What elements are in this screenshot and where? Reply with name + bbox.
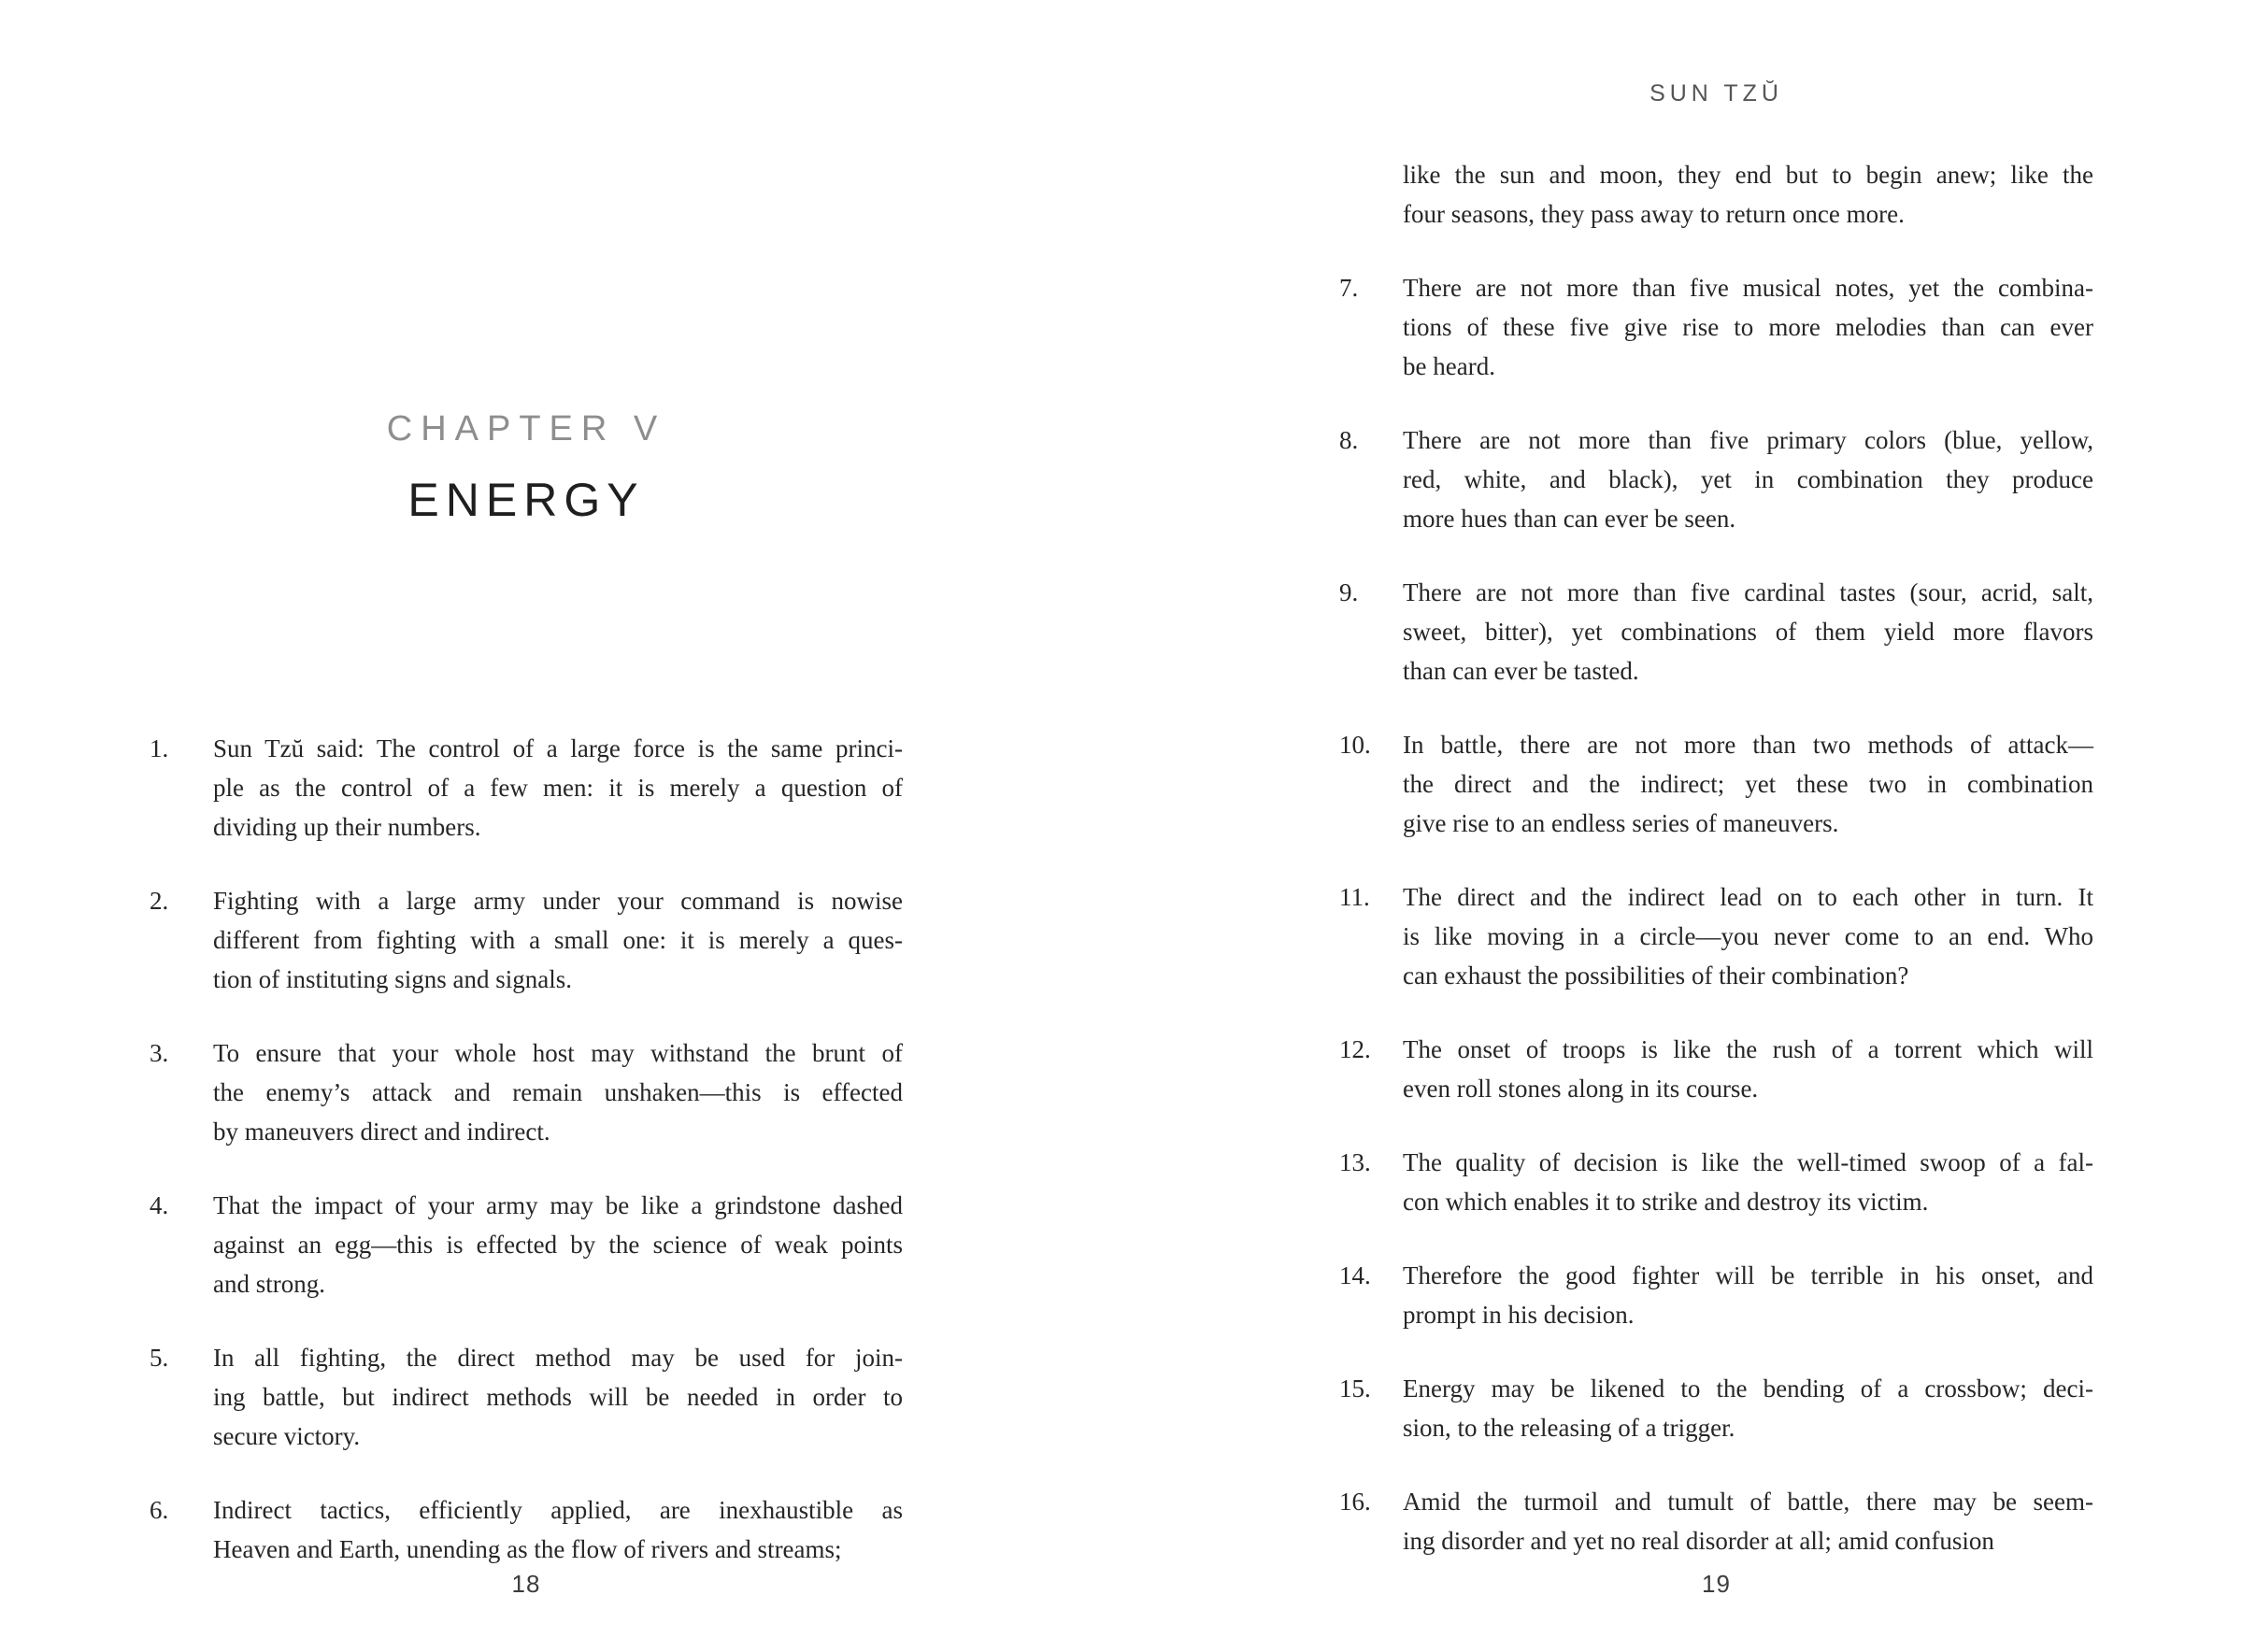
verse-text: Therefore the good fighter will be terrible in his onset, and prompt in his decision. xyxy=(1403,1261,2093,1329)
verse-number: 9. xyxy=(1339,578,1359,606)
verse-number: 7. xyxy=(1339,274,1359,302)
verse-number: 3. xyxy=(150,1039,169,1067)
verse-text: Indirect tactics, efficiently applied, are inexhaustible as Heaven and Earth, unending as the flow of rivers and streams; xyxy=(213,1496,903,1563)
verse-number: 1. xyxy=(150,734,169,762)
verse-number: 12. xyxy=(1339,1035,1371,1063)
verse-number: 4. xyxy=(150,1191,169,1219)
verse-text: That the impact of your army may be like a grindstone dashed against an egg—this is effected by the science of weak points and strong. xyxy=(213,1191,903,1298)
verse-number: 5. xyxy=(150,1344,169,1372)
page-right xyxy=(1339,0,2093,1652)
verse-item xyxy=(1339,573,2093,691)
verse-item xyxy=(150,1033,903,1151)
chapter-title: ENERGY xyxy=(407,474,645,526)
verse-number: 8. xyxy=(1339,426,1359,454)
verse-item xyxy=(1339,268,2093,386)
running-header: SUN TZŬ xyxy=(1649,80,1783,107)
verse-item xyxy=(1339,420,2093,538)
verse-continuation xyxy=(1339,155,2093,234)
verse-item xyxy=(1339,1369,2093,1447)
verse-text: Energy may be likened to the bending of a crossbow; deci- sion, to the releasing of a trigger. xyxy=(1403,1374,2093,1442)
verse-text: Sun Tzŭ said: The control of a large force is the same princi- ple as the control of a few men: it is merely a question of dividing up their numbers. xyxy=(213,734,903,841)
verse-text: There are not more than five primary colors (blue, yellow, red, white, and black), yet in combination they produce more hues than can ever be seen. xyxy=(1403,426,2093,533)
verse-number: 16. xyxy=(1339,1488,1371,1516)
verse-text: like the sun and moon, they end but to begin anew; like the four seasons, they pass away to return once more. xyxy=(1403,161,2093,228)
verse-text: The direct and the indirect lead on to each other in turn. It is like moving in a circle—you never come to an end. Who can exhaust the possibilities of their combination? xyxy=(1403,883,2093,990)
verse-text: In all fighting, the direct method may be used for join- ing battle, but indirect methods will be needed in order to secure victory. xyxy=(213,1344,903,1450)
verse-item xyxy=(150,729,903,847)
verse-number: 10. xyxy=(1339,731,1371,759)
verse-number: 13. xyxy=(1339,1148,1371,1176)
page-number-left: 18 xyxy=(511,1570,541,1598)
verse-text: The quality of decision is like the well-timed swoop of a fal- con which enables it to strike and destroy its victim. xyxy=(1403,1148,2093,1216)
chapter-label: CHAPTER V xyxy=(386,409,666,449)
page-left xyxy=(150,0,903,1652)
verse-item xyxy=(1339,1030,2093,1108)
page-number-right: 19 xyxy=(1702,1570,1731,1598)
verse-text: The onset of troops is like the rush of a torrent which will even roll stones along in its course. xyxy=(1403,1035,2093,1103)
verse-list-right xyxy=(1339,155,2093,1595)
verse-text: There are not more than five cardinal tastes (sour, acrid, salt, sweet, bitter), yet combinations of them yield more flavors than can ever be tasted. xyxy=(1403,578,2093,685)
verse-text: In battle, there are not more than two methods of attack— the direct and the indirect; yet these two in combination give rise to an endless series of maneuvers. xyxy=(1403,731,2093,837)
verse-list-left xyxy=(150,729,903,1603)
verse-item xyxy=(1339,1143,2093,1221)
verse-item xyxy=(150,1338,903,1456)
verse-item xyxy=(1339,1482,2093,1560)
verse-text: Fighting with a large army under your command is nowise different from fighting with a small one: it is merely a ques- tion of instituting signs and signals. xyxy=(213,887,903,993)
verse-number: 11. xyxy=(1339,883,1370,911)
verse-item xyxy=(150,1490,903,1569)
verse-text: Amid the turmoil and tumult of battle, there may be seem- ing disorder and yet no real disorder at all; amid confusion xyxy=(1403,1488,2093,1555)
verse-item xyxy=(1339,877,2093,995)
verse-item xyxy=(1339,725,2093,843)
verse-text: To ensure that your whole host may withstand the brunt of the enemy’s attack and remain unshaken—this is effected by maneuvers direct and indirect. xyxy=(213,1039,903,1146)
verse-number: 2. xyxy=(150,887,169,915)
verse-text: There are not more than five musical notes, yet the combina- tions of these five give rise to more melodies than can ever be heard. xyxy=(1403,274,2093,380)
verse-item xyxy=(1339,1256,2093,1334)
verse-number: 14. xyxy=(1339,1261,1371,1289)
verse-item xyxy=(150,1186,903,1303)
verse-number: 15. xyxy=(1339,1374,1371,1403)
verse-number: 6. xyxy=(150,1496,169,1524)
verse-item xyxy=(150,881,903,999)
